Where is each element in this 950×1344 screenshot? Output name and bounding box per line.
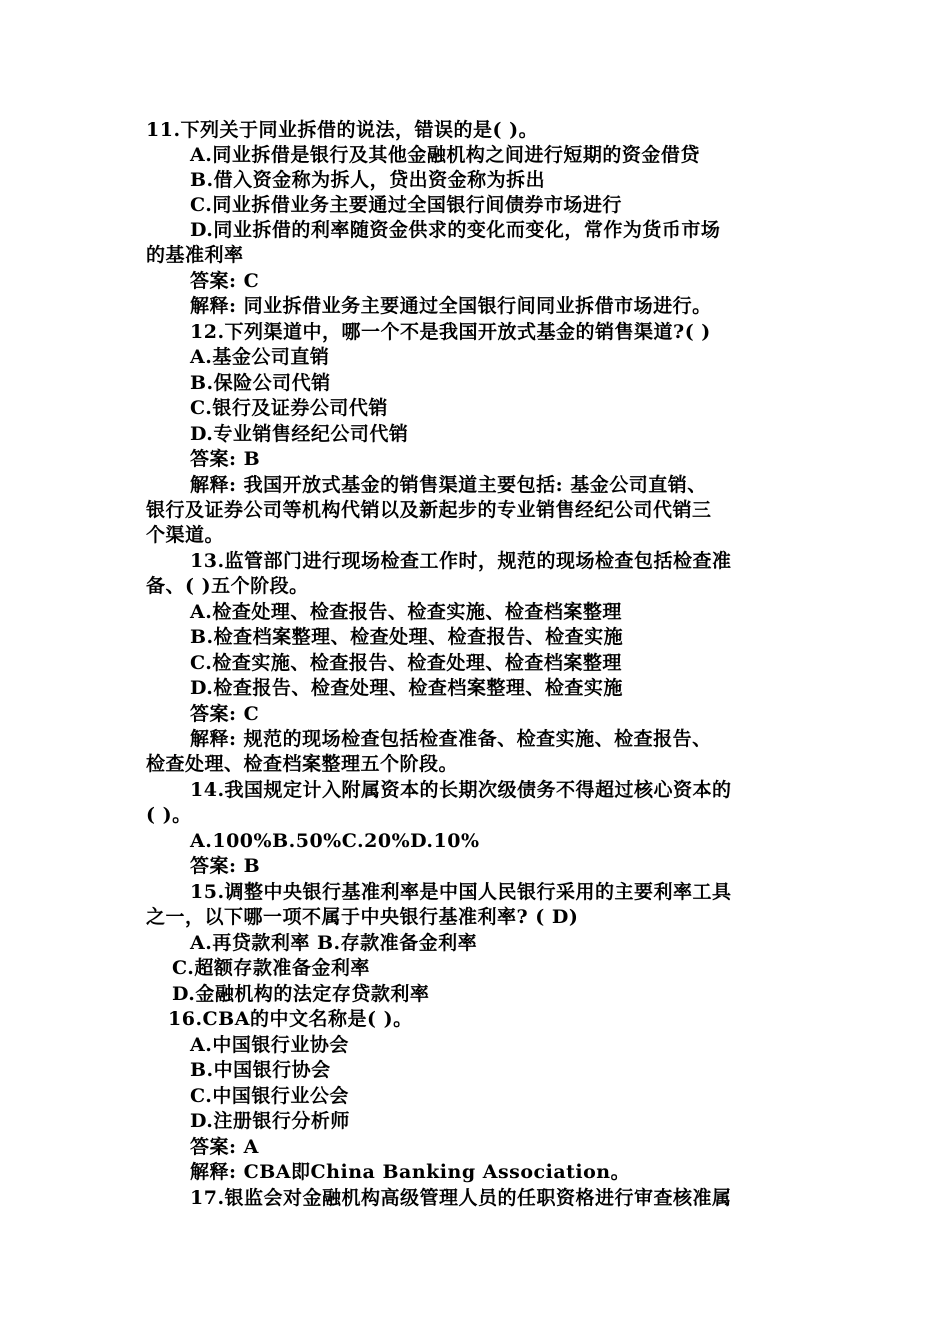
answer: 答案: B [190,448,261,470]
question-14-cont: ( )。 [146,804,192,826]
question-11: 11.下列关于同业拆借的说法，错误的是( )。 [146,119,539,141]
option-a: A.基金公司直销 [190,346,330,368]
option-a: A.同业拆借是银行及其他金融机构之间进行短期的资金借贷 [190,144,700,166]
options: A.100%B.50%C.20%D.10% [190,830,480,852]
question-16: 16.CBA的中文名称是( )。 [168,1008,413,1030]
explanation: 解释: 同业拆借业务主要通过全国银行间同业拆借市场进行。 [190,295,712,317]
answer: 答案: B [190,855,261,877]
option-d: D.同业拆借的利率随资金供求的变化而变化，常作为货币市场 [190,219,721,241]
explanation-cont: 个渠道。 [146,524,225,546]
question-15-cont: 之一，以下哪一项不属于中央银行基准利率? ( D) [146,906,579,928]
answer: 答案: A [190,1136,259,1158]
question-14: 14.我国规定计入附属资本的长期次级债务不得超过核心资本的 [190,779,732,801]
option-b: B.借入资金称为拆人，贷出资金称为拆出 [190,169,546,191]
question-17: 17.银监会对金融机构高级管理人员的任职资格进行审查核准属 [190,1187,732,1209]
option-d: D.金融机构的法定存贷款利率 [172,983,430,1005]
option-c: C.超额存款准备金利率 [172,957,370,979]
option-b: B.中国银行协会 [190,1059,331,1081]
option-c: C.银行及证券公司代销 [190,397,388,419]
option-c: C.检查实施、检查报告、检查处理、检查档案整理 [190,652,622,674]
option-c: C.中国银行业公会 [190,1085,349,1107]
option-b: B.检查档案整理、检查处理、检查报告、检查实施 [190,626,624,648]
answer: 答案: C [190,270,260,292]
option-b: B.保险公司代销 [190,372,331,394]
question-13-cont: 备、( )五个阶段。 [146,575,309,597]
question-12: 12.下列渠道中，哪一个不是我国开放式基金的销售渠道?( ) [190,321,711,343]
option-c: C.同业拆借业务主要通过全国银行间债券市场进行 [190,194,622,216]
question-15: 15.调整中央银行基准利率是中国人民银行采用的主要利率工具 [190,881,732,903]
option-a: A.检查处理、检查报告、检查实施、检查档案整理 [190,601,622,623]
option-d: D.检查报告、检查处理、检查档案整理、检查实施 [190,677,623,699]
explanation-cont: 检查处理、检查档案整理五个阶段。 [146,753,459,775]
answer: 答案: C [190,703,260,725]
option-d-cont: 的基准利率 [146,244,244,266]
question-13: 13.监管部门进行现场检查工作时，规范的现场检查包括检查准 [190,550,732,572]
explanation-cont: 银行及证券公司等机构代销以及新起步的专业销售经纪公司代销三 [146,499,712,521]
option-d: D.注册银行分析师 [190,1110,350,1132]
option-a-b: A.再贷款利率 B.存款准备金利率 [190,932,478,954]
explanation: 解释: CBA即China Banking Association。 [190,1161,631,1183]
option-a: A.中国银行业协会 [190,1034,349,1056]
option-d: D.专业销售经纪公司代销 [190,423,409,445]
explanation: 解释: 规范的现场检查包括检查准备、检查实施、检查报告、 [190,728,712,750]
explanation: 解释: 我国开放式基金的销售渠道主要包括: 基金公司直销、 [190,474,707,496]
